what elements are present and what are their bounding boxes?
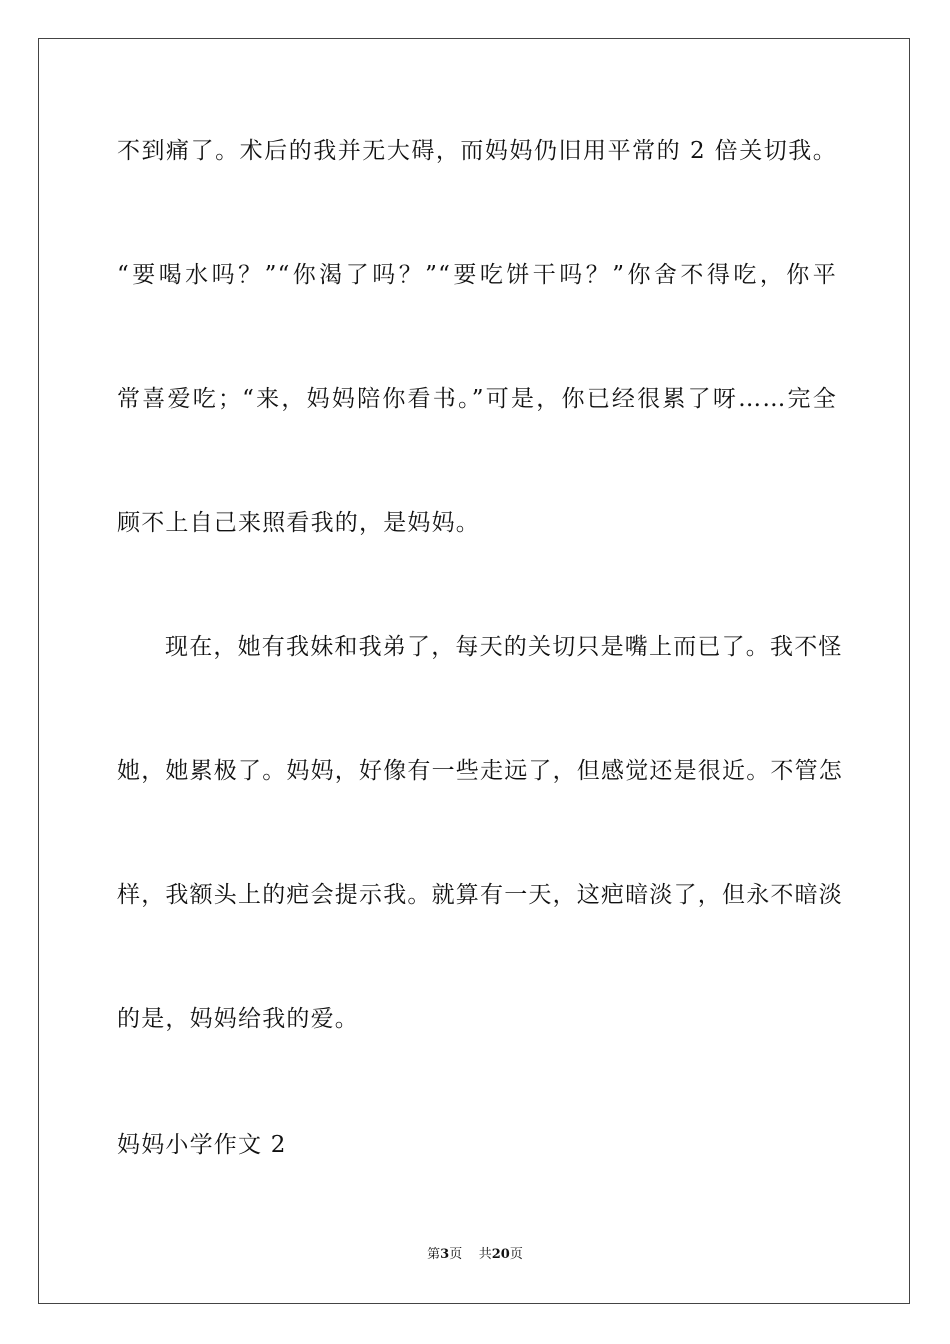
footer-page-current: 3: [440, 1247, 450, 1262]
section-heading: 妈妈小学作文 2: [117, 1132, 287, 1158]
paragraph-line-6: 她，她累极了。妈妈，好像有一些走远了，但感觉还是很近。不管怎: [117, 758, 843, 784]
footer-page-total: 20: [491, 1247, 510, 1262]
paragraph-line-8: 的是，妈妈给我的爱。: [117, 1006, 359, 1032]
page-footer: [0, 1246, 950, 1264]
footer-page-prefix: 第: [427, 1247, 441, 1262]
footer-total-unit: 页: [509, 1247, 523, 1262]
footer-page-unit: 页: [449, 1247, 463, 1262]
paragraph-line-7: 样，我额头上的疤会提示我。就算有一天，这疤暗淡了，但永不暗淡: [117, 882, 843, 908]
paragraph-line-2: “要喝水吗？”“你渴了吗？”“要吃饼干吗？”你舍不得吃，你平: [117, 262, 837, 288]
paragraph-line-1: 不到痛了。术后的我并无大碍，而妈妈仍旧用平常的 2 倍关切我。: [117, 138, 837, 164]
paragraph-line-3: 常喜爱吃；“来，妈妈陪你看书。”可是，你已经很累了呀……完全: [117, 386, 837, 412]
page-border: [38, 38, 910, 1304]
footer-total-prefix: 共: [478, 1247, 492, 1262]
paragraph-line-4: 顾不上自己来照看我的，是妈妈。: [117, 510, 480, 536]
paragraph-line-5: 现在，她有我妹和我弟了，每天的关切只是嘴上而已了。我不怪: [165, 634, 843, 660]
